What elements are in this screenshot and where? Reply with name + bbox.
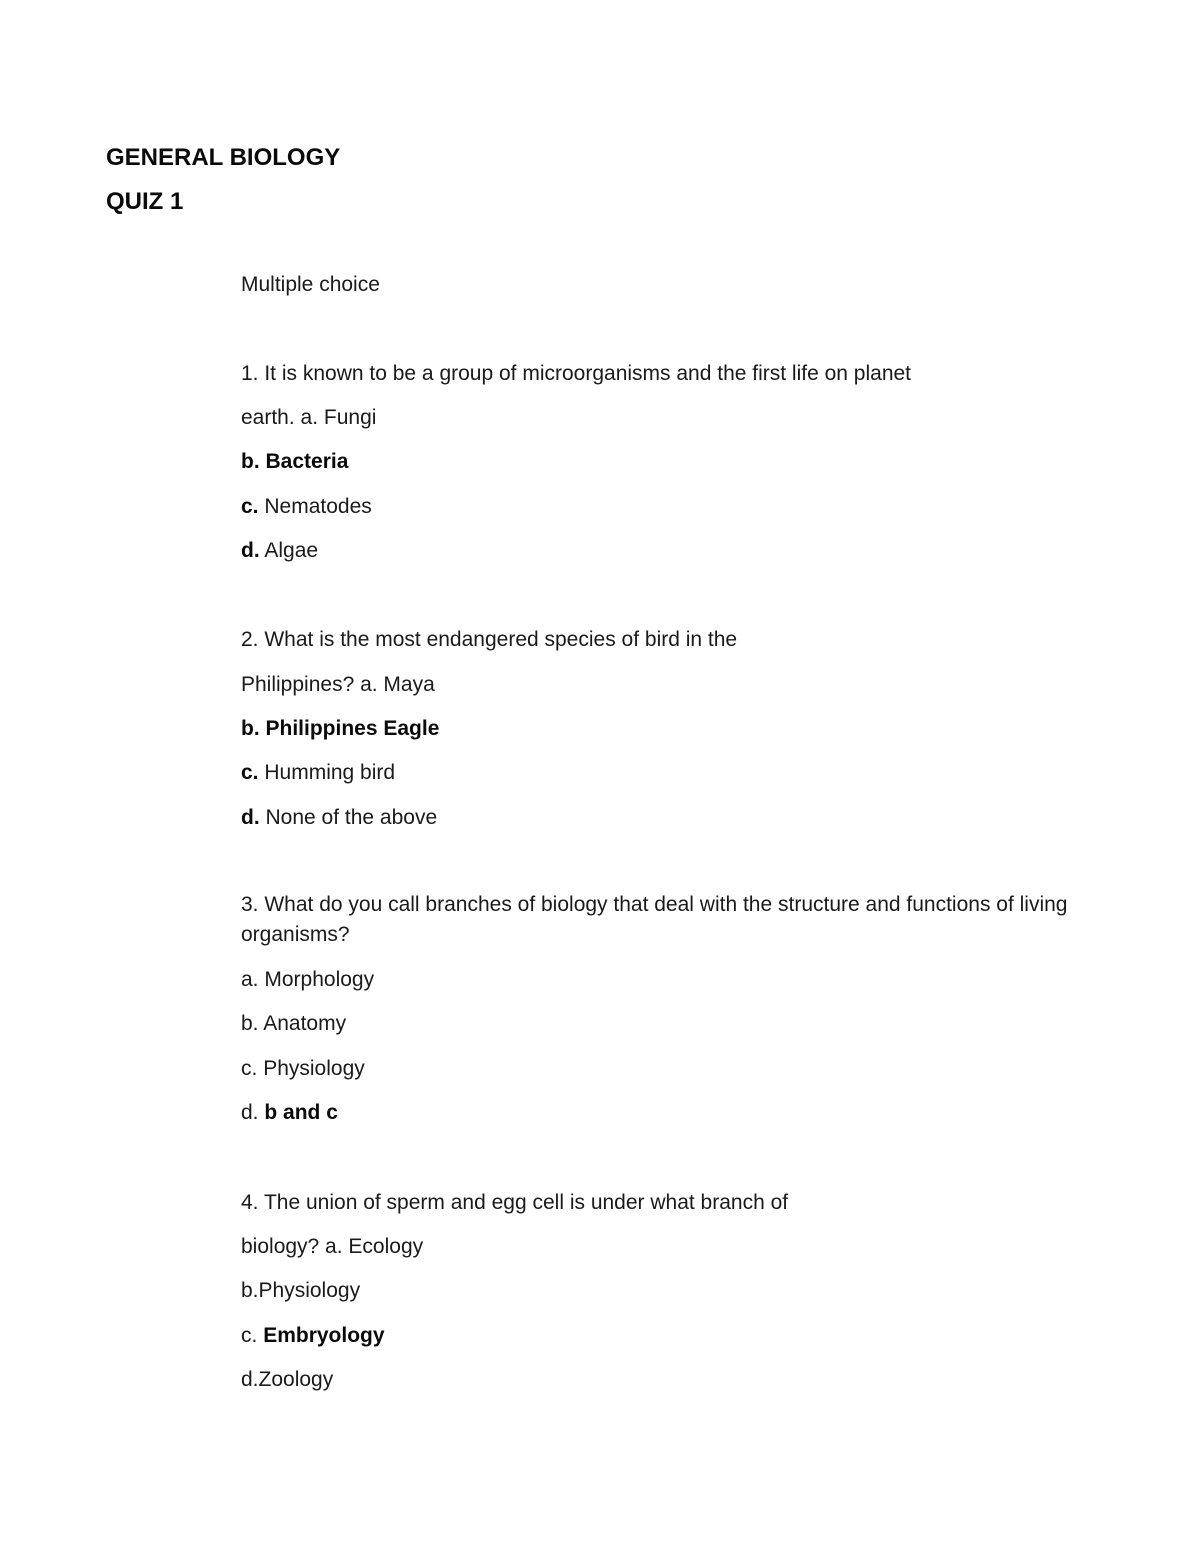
option-prefix: d. [241,539,260,562]
option-text: Nematodes [264,495,372,518]
question-1-line-2: earth. a. Fungi [241,406,377,429]
option-prefix: a. [241,968,259,991]
option-prefix: c. [241,761,259,784]
question-4-option-c [241,1323,385,1349]
question-4-line-2: biology? a. Ecology [241,1235,424,1258]
question-2-line-1: 2. What is the most endangered species of bird in the [241,628,738,651]
option-text: Morphology [264,968,375,991]
question-2-option-b [241,716,439,742]
question-2-option-d [241,805,437,831]
question-3-option-d [241,1100,338,1126]
question-3-text: 3. What do you call branches of biology that deal with the structure and functions of living organisms? [241,893,1068,946]
question-3-option-c [241,1056,365,1082]
question-1-line-1: 1. It is known to be a group of microorganisms and the first life on planet [241,362,912,385]
option-text: Physiology [258,1279,361,1302]
question-2-line-2: Philippines? a. Maya [241,673,435,696]
option-text-answer: b and c [264,1101,338,1124]
question-4-line-1: 4. The union of sperm and egg cell is under what branch of [241,1191,789,1214]
option-text-answer: Bacteria [265,450,349,473]
option-prefix: d. [241,806,260,829]
option-prefix: b. [241,1012,259,1035]
question-4-option-d [241,1367,333,1393]
question-3-option-a [241,967,374,993]
question-4-option-b [241,1278,360,1304]
option-text: Algae [264,539,319,562]
option-prefix: c. [241,495,259,518]
option-text: None of the above [265,806,438,829]
option-text-answer: Philippines Eagle [265,717,440,740]
section-label: Multiple choice [241,273,380,296]
option-text-answer: Embryology [263,1324,385,1347]
option-prefix: c. [241,1324,258,1347]
question-2-option-c [241,760,395,786]
option-text: Anatomy [263,1012,347,1035]
question-1-option-c [241,494,372,520]
option-prefix: b. [241,1279,259,1302]
document-title: GENERAL BIOLOGY [106,144,341,171]
quiz-number: QUIZ 1 [106,188,184,215]
option-prefix: c. [241,1057,258,1080]
option-prefix: d. [241,1101,259,1124]
question-3-option-b [241,1011,346,1037]
question-1-option-d [241,538,318,564]
option-text: Physiology [263,1057,365,1080]
question-1-option-b [241,449,348,475]
option-text: Humming bird [264,761,396,784]
option-prefix: b. [241,717,260,740]
option-text: Zoology [258,1368,334,1391]
option-prefix: d. [241,1368,259,1391]
option-prefix: b. [241,450,260,473]
